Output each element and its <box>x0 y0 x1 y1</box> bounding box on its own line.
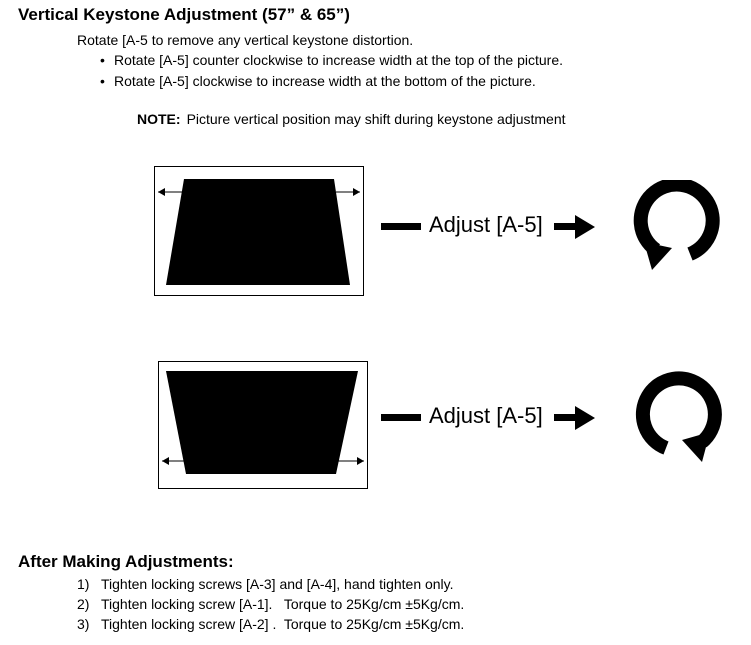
list-item <box>77 615 464 635</box>
list-item <box>77 575 464 595</box>
list-item: • Rotate [A-5] counter clockwise to increase width at the top of the picture. <box>100 52 564 68</box>
instruction-list <box>100 51 563 93</box>
picture-trapezoid <box>166 371 358 474</box>
note <box>137 111 566 127</box>
adjust-label: Adjust [A-5] <box>429 212 543 237</box>
intro-text: Rotate [A-5 to remove any vertical keystone distortion. <box>77 32 414 48</box>
step-number: 2) <box>77 596 90 612</box>
adjust-row-top <box>379 211 601 243</box>
keystone-diagram-bottom <box>158 361 368 489</box>
bullet-text: Rotate [A-5] clockwise to increase width at the bottom of the picture. <box>114 73 536 89</box>
step-text: Tighten locking screw [A-2] . Torque to 25Kg/cm ±5Kg/cm. <box>101 616 465 632</box>
adjust-label: Adjust [A-5] <box>429 403 543 428</box>
arrow-shaft <box>554 223 576 230</box>
adjust-row-bottom <box>379 402 601 434</box>
clockwise-rotation-icon <box>630 370 730 465</box>
after-heading: After Making Adjustments: <box>18 552 234 571</box>
step-text: Tighten locking screw [A-1]. Torque to 25Kg/cm ±5Kg/cm. <box>101 596 465 612</box>
arrow-head <box>575 215 595 239</box>
step-text: Tighten locking screws [A-3] and [A-4], hand tighten only. <box>101 576 454 592</box>
note-label: NOTE: <box>137 111 181 127</box>
step-number: 3) <box>77 616 90 632</box>
picture-trapezoid <box>166 179 350 285</box>
step-number: 1) <box>77 576 90 592</box>
list-item: • Rotate [A-5] clockwise to increase width at the bottom of the picture. <box>100 73 536 89</box>
counter-clockwise-rotation-icon <box>622 180 722 272</box>
list-item <box>77 595 464 615</box>
keystone-diagram-top <box>154 166 364 296</box>
page-title: Vertical Keystone Adjustment (57” & 65”) <box>18 5 350 24</box>
steps-list <box>77 575 464 635</box>
note-text: Picture vertical position may shift during keystone adjustment <box>186 111 566 127</box>
arrow-shaft <box>554 414 576 421</box>
arrow-head <box>575 406 595 430</box>
arrow-tail <box>381 414 421 421</box>
bullet-text: Rotate [A-5] counter clockwise to increase width at the top of the picture. <box>114 52 564 68</box>
arrow-tail <box>381 223 421 230</box>
